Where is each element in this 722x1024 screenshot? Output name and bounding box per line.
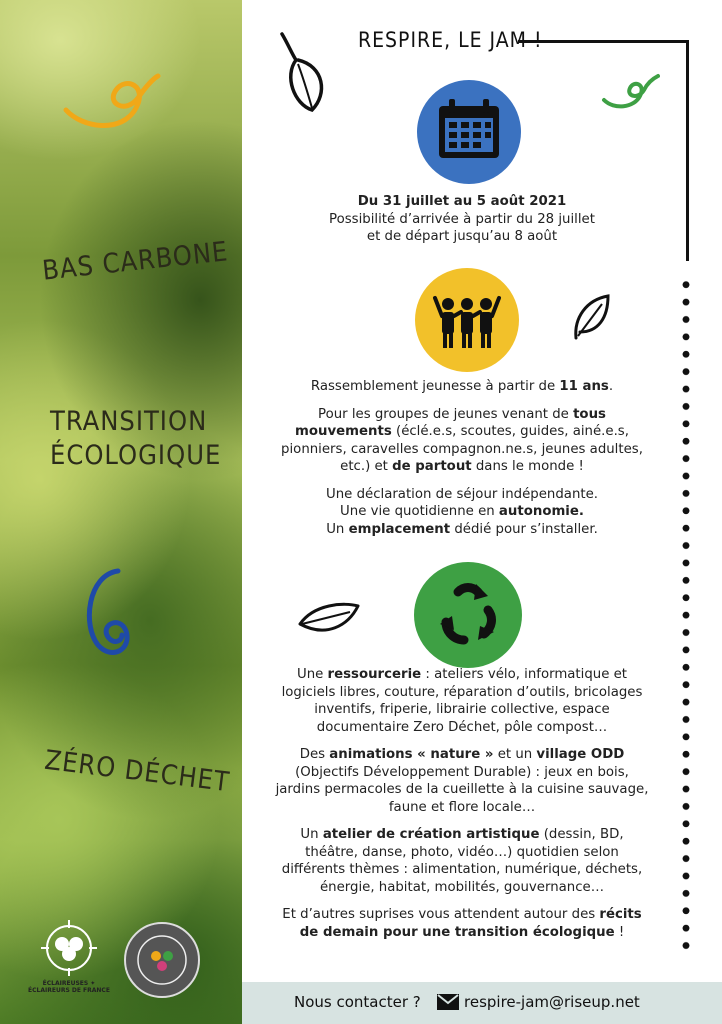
youth-p2e: dans le monde !: [471, 459, 584, 474]
youth-declaration: Une déclaration de séjour indépendante.: [326, 486, 598, 502]
side-word-bas-carbone: BAS CARBONE: [40, 236, 230, 287]
side-word-zero-dechet: ZÉRO DÉCHET: [42, 744, 232, 799]
youth-p3f: dédié pour s’installer.: [450, 521, 598, 537]
dates-departure: et de départ jusqu’au 8 août: [366, 229, 558, 244]
leaf-outline-icon-2: [296, 598, 362, 642]
contact-label: Nous contacter ?: [294, 993, 421, 1011]
youth-p2b: tous mouvements: [295, 406, 606, 439]
act-village-odd: village ODD: [536, 747, 625, 762]
youth-p2a: Pour les groupes de jeunes venant de: [318, 406, 574, 422]
act-animations: animations « nature »: [329, 747, 494, 762]
act-ressourcerie: ressourcerie: [327, 667, 422, 682]
eedf-logo: [26, 918, 112, 998]
mail-icon: [437, 994, 459, 1010]
youth-emplacement: emplacement: [348, 521, 451, 537]
side-word-transition-line2: ÉCOLOGIQUE: [50, 439, 222, 471]
act-p4c: !: [614, 924, 625, 940]
leaf-outline-icon: [572, 292, 612, 342]
people-icon: [415, 268, 519, 372]
eedf-logo-text: ÉCLAIREUSES ✦ ÉCLAIREURS DE FRANCE: [28, 980, 110, 994]
youth-age: 11 ans: [559, 379, 609, 394]
recycle-icon: [414, 562, 522, 668]
act-p2e: (Objectifs Développement Durable) : jeux en bois, jardins permacoles de la cueillette à la cuisine sauvage, faune et flore locale…: [275, 764, 649, 815]
act-atelier: atelier de création artistique: [322, 827, 540, 842]
act-p1c: : ateliers vélo, informatique et logiciels libres, couture, réparation d’outils, bricolages inventifs, friperie, librairie collective, espace documentaire Zero Déchet, pôle compost…: [281, 667, 643, 735]
dates-arrival: Possibilité d’arrivée à partir du 28 juillet: [329, 211, 595, 227]
youth-p2c: (éclé.e.s, scoutes, guides, ainé.e.s, pionniers, caravelles compagnon.ne.s, jeunes adultes, etc.) et: [281, 424, 643, 474]
leaf-icon: [272, 30, 328, 114]
act-p2c: et un: [493, 747, 537, 762]
partner-logos: [26, 918, 206, 998]
youth-p3d: Un: [326, 521, 349, 537]
act-p1a: Une: [296, 667, 328, 682]
calendar-badge: [417, 80, 521, 184]
content-column: [242, 0, 722, 1024]
act-p3c: (dessin, BD, théâtre, danse, photo, vidéo…) quotidien selon différents thèmes : alimentation, numérique, déchets, énergie, habitat, mobilités, gouvernance…: [281, 827, 643, 895]
side-word-transition: [50, 405, 222, 473]
act-p4a: Et d’autres suprises vous attendent autour des: [282, 907, 600, 922]
orange-spiral-icon: [62, 68, 162, 138]
side-word-transition-line1: TRANSITION: [50, 406, 208, 437]
youth-autonomy: autonomie.: [498, 504, 584, 519]
contact-footer: [242, 982, 722, 1024]
dates-range: Du 31 juillet au 5 août 2021: [357, 194, 567, 209]
youth-p3b: Une vie quotidienne en: [340, 504, 499, 519]
recycle-badge: [414, 562, 522, 668]
act-p3a: Un: [300, 827, 323, 842]
people-badge: [415, 268, 519, 372]
youth-p1c: .: [608, 379, 614, 394]
youth-p2d: de partout: [392, 459, 472, 474]
dotted-line: [682, 276, 690, 956]
blue-spiral-icon: [78, 565, 138, 665]
left-photo-band: [0, 0, 242, 1024]
contact-email-link[interactable]: respire-jam@riseup.net: [464, 993, 640, 1011]
trefoil-icon: [26, 918, 112, 980]
jam-badge-logo: [124, 922, 200, 998]
youth-block: [272, 378, 652, 538]
dates-block: [272, 193, 652, 246]
youth-p1a: Rassemblement jeunesse à partir de: [310, 379, 560, 394]
green-spiral-icon: [600, 70, 660, 112]
activities-block: [272, 666, 652, 941]
act-p2a: Des: [299, 747, 330, 762]
calendar-icon: [417, 80, 521, 184]
act-recits: récits de demain pour une transition écologique: [299, 907, 642, 940]
page-title: RESPIRE, LE JAM !: [358, 28, 543, 52]
